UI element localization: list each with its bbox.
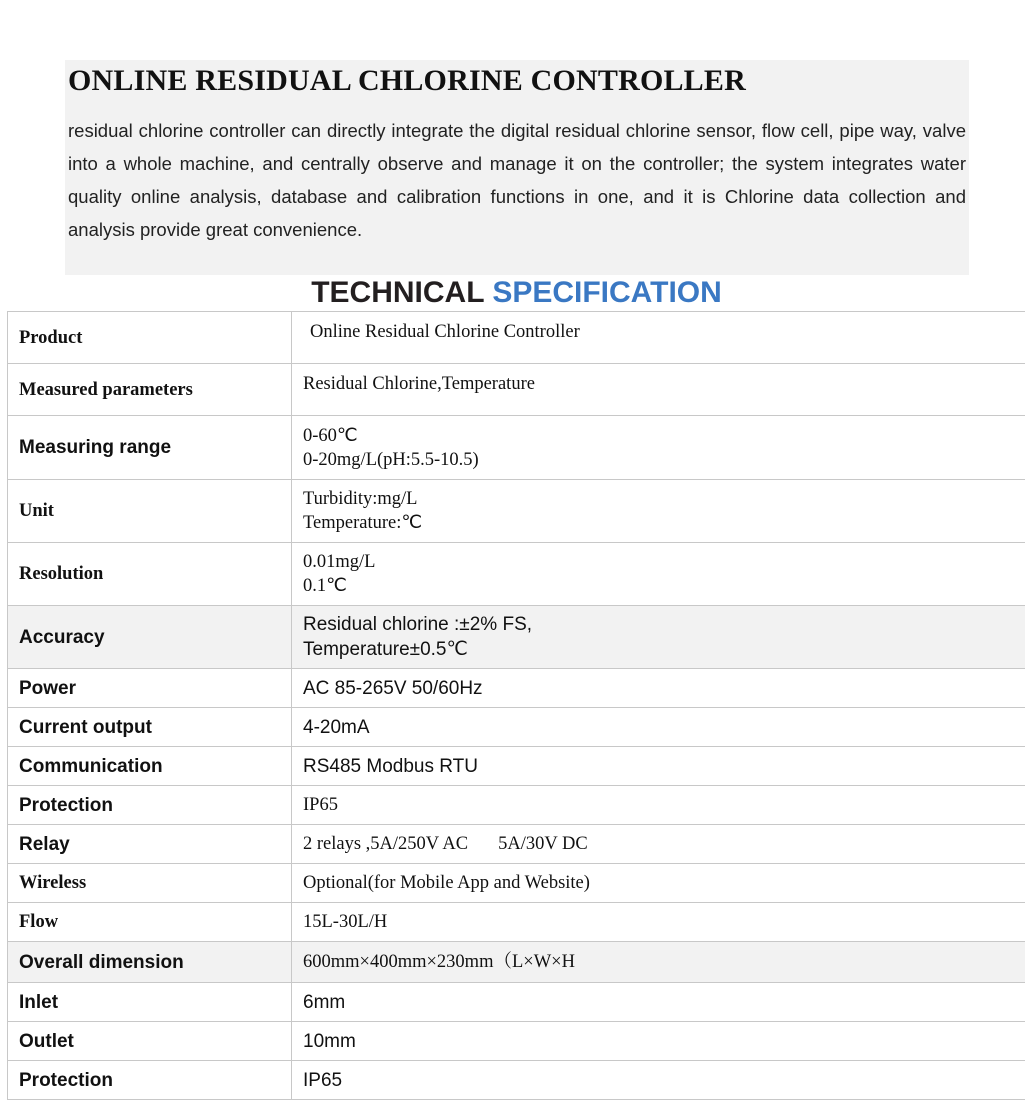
spec-label: Power xyxy=(8,669,292,708)
spec-value: 15L-30L/H xyxy=(292,903,1025,942)
spec-label: Protection xyxy=(8,786,292,825)
spec-value: 10mm xyxy=(292,1022,1025,1061)
spec-value-line: Turbidity:mg/L xyxy=(303,489,418,509)
table-row xyxy=(8,416,1025,480)
spec-value xyxy=(292,825,1025,864)
spec-value-part: 5A/30V DC xyxy=(498,834,588,854)
spec-value xyxy=(292,606,1025,669)
spec-table xyxy=(7,311,1025,1100)
spec-value-line: 0.1℃ xyxy=(303,576,347,596)
spec-value: AC 85-265V 50/60Hz xyxy=(292,669,1025,708)
spec-value-line: 0-20mg/L(pH:5.5-10.5) xyxy=(303,449,479,470)
table-row xyxy=(8,747,1025,786)
spec-label: Protection xyxy=(8,1061,292,1100)
spec-value: 6mm xyxy=(292,983,1025,1022)
product-title: ONLINE RESIDUAL CHLORINE CONTROLLER xyxy=(68,64,746,97)
table-row xyxy=(8,825,1025,864)
spec-label: Measuring range xyxy=(8,416,292,480)
spec-label: Product xyxy=(8,312,292,364)
table-row xyxy=(8,864,1025,903)
spec-value: Residual Chlorine,Temperature xyxy=(292,364,1025,416)
spec-value-line: 0.01mg/L xyxy=(303,552,376,572)
table-row xyxy=(8,312,1025,364)
spec-value-line: Temperature±0.5℃ xyxy=(303,639,468,660)
spec-label: Resolution xyxy=(8,543,292,606)
spec-label: Inlet xyxy=(8,983,292,1022)
table-row xyxy=(8,1022,1025,1061)
table-row xyxy=(8,543,1025,606)
spec-value-line: 0-60℃ xyxy=(303,425,358,446)
table-row xyxy=(8,708,1025,747)
spec-value xyxy=(292,480,1025,543)
spec-value: IP65 xyxy=(292,1061,1025,1100)
spec-label: Overall dimension xyxy=(8,942,292,983)
spec-label: Accuracy xyxy=(8,606,292,669)
table-row xyxy=(8,669,1025,708)
spec-value: Optional(for Mobile App and Website) xyxy=(292,864,1025,903)
spec-value: 4-20mA xyxy=(292,708,1025,747)
table-row xyxy=(8,942,1025,983)
spec-label: Unit xyxy=(8,480,292,543)
spec-value: 600mm×400mm×230mm（L×W×H xyxy=(292,942,1025,983)
spec-label: Current output xyxy=(8,708,292,747)
table-row xyxy=(8,480,1025,543)
spec-heading xyxy=(0,274,1025,312)
table-row xyxy=(8,606,1025,669)
spec-value-part: 2 relays ,5A/250V AC xyxy=(303,834,469,854)
spec-value-line: Residual chlorine :±2% FS, xyxy=(303,614,533,635)
intro-panel xyxy=(65,60,969,275)
spec-label: Communication xyxy=(8,747,292,786)
spec-label: Relay xyxy=(8,825,292,864)
spec-value xyxy=(292,543,1025,606)
spec-heading-part1: TECHNICAL xyxy=(311,276,484,309)
spec-value: RS485 Modbus RTU xyxy=(292,747,1025,786)
spec-label: Flow xyxy=(8,903,292,942)
spec-value: IP65 xyxy=(292,786,1025,825)
product-description: residual chlorine controller can directly integrate the digital residual chlorine sensor, flow cell, pipe way, valve into a whole machine, and centrally observe and manage it on the controller; the system integrates water quality online analysis, database and calibration functions in one, and it is Chlorine data collection and analysis provide great convenience. xyxy=(68,120,966,240)
spec-value: Online Residual Chlorine Controller xyxy=(292,312,1025,364)
spec-value xyxy=(292,416,1025,480)
table-row xyxy=(8,983,1025,1022)
table-row xyxy=(8,903,1025,942)
table-row xyxy=(8,364,1025,416)
spec-label: Outlet xyxy=(8,1022,292,1061)
spec-label: Measured parameters xyxy=(8,364,292,416)
spec-label: Wireless xyxy=(8,864,292,903)
table-row xyxy=(8,786,1025,825)
spec-value-line: Temperature:℃ xyxy=(303,513,423,533)
spec-heading-part2: SPECIFICATION xyxy=(492,276,722,309)
table-row xyxy=(8,1061,1025,1100)
